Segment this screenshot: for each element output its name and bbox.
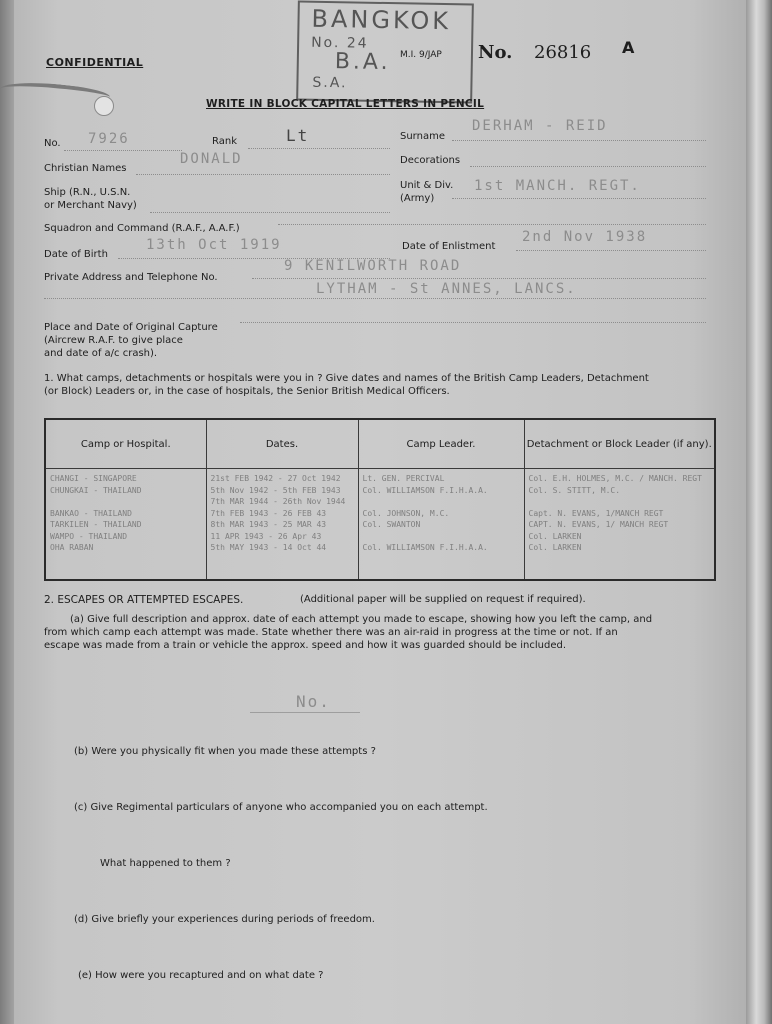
detachment-entry: Col. LARKEN xyxy=(528,543,582,552)
leader-entry: Col. WILLIAMSON F.I.H.A.A. xyxy=(362,543,488,552)
leader-header: Camp Leader. xyxy=(358,419,524,469)
camp-column xyxy=(45,469,206,581)
q2c-text: (c) Give Regimental particulars of anyone who accompanied you on each attempt. xyxy=(74,802,488,813)
detachment-entry: Col. E.H. HOLMES, M.C. / MANCH. REGT xyxy=(528,474,702,483)
camp-entry: OHA RABAN xyxy=(50,543,94,552)
q2b-text: (b) Were you physically fit when you made these attempts ? xyxy=(74,746,376,757)
enlistment-label: Date of Enlistment xyxy=(402,241,496,252)
capture-label-3: and date of a/c crash). xyxy=(44,348,158,359)
detachment-entry: Capt. N. EVANS, 1/MANCH REGT xyxy=(528,508,664,518)
dates-column xyxy=(206,469,358,581)
leader-entry xyxy=(363,496,521,508)
squadron-label: Squadron and Command (R.A.F., A.A.F.) xyxy=(44,223,240,234)
number-label: No. xyxy=(478,42,513,63)
address-line-2: LYTHAM - St ANNES, LANCS. xyxy=(316,281,577,297)
camp-entry: CHUNGKAI - THAILAND xyxy=(50,485,142,495)
date-entry: 7th FEB 1943 - 26 FEB 43 xyxy=(210,508,327,518)
date-entry: 21st FEB 1942 - 27 Oct 1942 xyxy=(210,474,341,483)
q2a-line-1: (a) Give full description and approx. date of each attempt you made to escape, showing how you left the camp, and xyxy=(70,614,653,625)
enlistment-value: 2nd Nov 1938 xyxy=(522,229,648,245)
surname-label: Surname xyxy=(400,131,445,142)
camp-entry: BANKAO - THAILAND xyxy=(50,508,132,518)
stamp-line-1: BANGKOK xyxy=(311,4,452,36)
q2a-answer-stroke xyxy=(250,712,360,713)
stamp-line-3: B.A. xyxy=(334,49,391,76)
office-stamp xyxy=(296,0,474,103)
detachment-column xyxy=(524,469,715,581)
camps-table xyxy=(44,418,716,581)
form-number: 26816 xyxy=(534,42,592,63)
dob-value: 13th Oct 1919 xyxy=(146,237,282,253)
detachment-entry: Col. LARKEN xyxy=(528,531,582,541)
detachment-entry: Col. S. STITT, M.C. xyxy=(528,485,621,495)
unit-label-1: Unit & Div. xyxy=(400,180,454,191)
leader-entry: Col. JOHNSON, M.C. xyxy=(362,508,450,518)
detachment-entry: CAPT. N. EVANS, 1/ MANCH REGT xyxy=(528,520,669,529)
q1-text-line-2: (or Block) Leaders or, in the case of hospitals, the Senior British Medical Officers. xyxy=(44,386,450,397)
q2-note: (Additional paper will be supplied on request if required). xyxy=(300,594,586,605)
rank-line xyxy=(248,148,390,149)
leader-entry: Col. SWANTON xyxy=(362,520,421,529)
decorations-line xyxy=(470,166,706,167)
christian-names-line xyxy=(136,174,390,175)
ship-label-1: Ship (R.N., U.S.N. xyxy=(44,187,131,198)
q2-title: 2. ESCAPES OR ATTEMPTED ESCAPES. xyxy=(44,594,244,606)
camp-entry: WAMPO - THAILAND xyxy=(50,531,128,541)
enlistment-line xyxy=(516,250,706,251)
q2e-text: (e) How were you recaptured and on what date ? xyxy=(78,970,324,981)
date-entry: 5th MAY 1943 - 14 Oct 44 xyxy=(210,543,327,552)
q2a-answer: No. xyxy=(296,692,331,711)
rank-label: Rank xyxy=(212,136,237,147)
dates-header: Dates. xyxy=(206,419,358,469)
camp-entry: TARKILEN - THAILAND xyxy=(50,520,142,529)
detachment-header: Detachment or Block Leader (if any). xyxy=(524,419,715,469)
leader-entry: Lt. GEN. PERCIVAL xyxy=(362,474,445,483)
address-underline-2 xyxy=(44,298,706,299)
address-underline-1 xyxy=(252,278,706,279)
ship-label-2: or Merchant Navy) xyxy=(44,200,137,211)
q2c-follow-text: What happened to them ? xyxy=(100,858,231,869)
confidential-label: CONFIDENTIAL xyxy=(46,56,144,69)
rank-value: Lt xyxy=(286,126,310,145)
squadron-line xyxy=(278,224,706,225)
punch-hole xyxy=(94,96,114,116)
q2d-text: (d) Give briefly your experiences during periods of freedom. xyxy=(74,914,375,925)
date-entry: 8th MAR 1943 - 25 MAR 43 xyxy=(210,520,327,529)
address-line-1: 9 KENILWORTH ROAD xyxy=(284,258,462,274)
form-suffix: A xyxy=(622,38,635,57)
capture-label-2: (Aircrew R.A.F. to give place xyxy=(44,335,183,346)
unit-label-2: (Army) xyxy=(400,193,435,204)
christian-names-label: Christian Names xyxy=(44,163,127,174)
stamp-line-2: No. 24 xyxy=(311,34,369,52)
camp-entry: CHANGI - SINGAPORE xyxy=(50,474,137,483)
decorations-label: Decorations xyxy=(400,155,461,166)
dob-label: Date of Birth xyxy=(44,249,108,260)
q1-text-line-1: 1. What camps, detachments or hospitals were you in ? Give dates and names of the British Camp Leaders, Detachment xyxy=(44,373,649,384)
address-label: Private Address and Telephone No. xyxy=(44,272,218,283)
no-value: 7926 xyxy=(88,131,130,147)
no-label: No. xyxy=(44,138,61,149)
q2a-line-3: escape was made from a train or vehicle the approx. speed and how it was guarded should be included. xyxy=(44,640,567,651)
date-entry: 11 APR 1943 - 26 Apr 43 xyxy=(210,531,322,541)
surname-line xyxy=(452,140,706,141)
leader-column xyxy=(358,469,524,581)
stamp-line-4: S.A. xyxy=(312,74,348,92)
leader-entry: Col. WILLIAMSON F.I.H.A.A. xyxy=(362,485,488,495)
detachment-entry xyxy=(529,496,712,508)
unit-line xyxy=(452,198,706,199)
date-entry: 7th MAR 1944 - 26th Nov 1944 xyxy=(210,497,346,506)
leader-entry xyxy=(363,531,521,543)
ship-line xyxy=(150,212,390,213)
q2a-line-2: from which camp each attempt was made. State whether there was an air-raid in progress at the time or not. If an xyxy=(44,627,618,638)
form-reference: M.I. 9/JAP xyxy=(400,50,442,60)
christian-names-value: DONALD xyxy=(180,151,243,167)
unit-value: 1st MANCH. REGT. xyxy=(474,178,641,194)
capture-line xyxy=(240,322,706,323)
camp-entry xyxy=(50,496,203,508)
capture-label-1: Place and Date of Original Capture xyxy=(44,322,218,333)
instruction-heading: WRITE IN BLOCK CAPITAL LETTERS IN PENCIL xyxy=(206,98,485,110)
surname-value: DERHAM - REID xyxy=(472,118,608,134)
page-stack-edge xyxy=(746,0,772,1024)
camp-header: Camp or Hospital. xyxy=(45,419,206,469)
date-entry: 5th Nov 1942 - 5th FEB 1943 xyxy=(210,485,341,495)
no-line xyxy=(64,150,182,151)
